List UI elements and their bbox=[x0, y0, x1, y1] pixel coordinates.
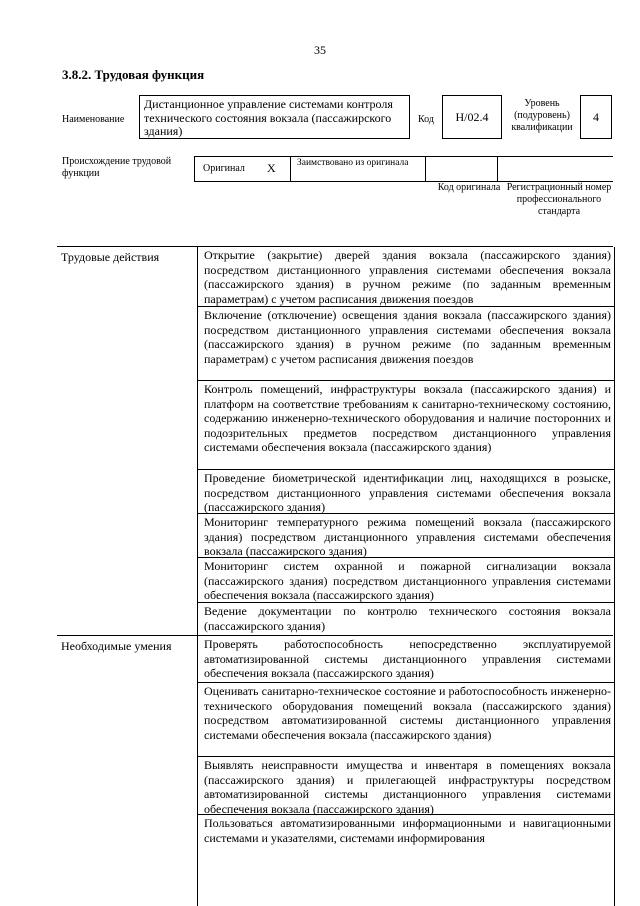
code-value-box: Н/02.4 bbox=[442, 95, 502, 139]
list-item: Оценивать санитарно-техническое состояние и работоспособность инженерно-технического оборудования помещений вокзала (пассажирского здания) посредством автоматизированной системы дистанционного управления системами обеспечения вокзала (пассажирского здания) bbox=[198, 682, 614, 756]
function-table bbox=[57, 246, 613, 905]
list-item: Проведение биометрической идентификации лиц, находящихся в розыске, посредством дистанционного управления системами обеспечения вокзала (пассажирского здания) bbox=[198, 469, 614, 513]
origin-label: Происхождение трудовой функции bbox=[62, 156, 172, 179]
list-item: Проверять работоспособность непосредственно эксплуатируемой автоматизированной системы дистанционного управления системами обеспечения вокзала (пассажирского здания) bbox=[204, 637, 611, 681]
code-original-cell bbox=[426, 157, 498, 181]
labor-actions-label: Трудовые действия bbox=[61, 250, 160, 264]
list-item: Контроль помещений, инфраструктуры вокзала (пассажирского здания) и платформ на соответствие требованиям к санитарно-техническому состоянию, содержанию инженерно-технического оборудования и наличие посторонних и подозрительных предметов посредством дистанционного управления системами обеспечения вокзала (пассажирского здания) bbox=[198, 380, 614, 469]
original-label: Оригинал bbox=[203, 163, 245, 174]
borrowed-label: Заимствовано из оригинала bbox=[291, 157, 426, 181]
list-item: Выявлять неисправности имущества и инвентаря в помещениях вокзала (пассажирского здания) и прилегающей инфраструктуры посредством автоматизированной системы дистанционного управления системами обеспечения вокзала (пассажирского здания) bbox=[198, 756, 614, 814]
original-cell bbox=[195, 157, 291, 181]
section-title: 3.8.2. Трудовая функция bbox=[62, 67, 205, 82]
labor-actions-list bbox=[197, 247, 615, 636]
list-item: Пользоваться автоматизированными информационными и навигационными системами и указателями, системами информирования bbox=[198, 814, 614, 906]
original-mark: X bbox=[267, 161, 276, 175]
list-item: Ведение документации по контролю технического состояния вокзала (пассажирского здания) bbox=[198, 602, 614, 636]
labor-actions-row bbox=[57, 246, 613, 636]
list-item: Открытие (закрытие) дверей здания вокзала (пассажирского здания) посредством дистанционного управления системами обеспечения вокзала (пассажирского здания) в ручном режиме (по заданным временным параметрам) с учетом расписания движения поездов bbox=[204, 248, 611, 306]
list-item: Мониторинг температурного режима помещений вокзала (пассажирского здания) посредством дистанционного управления системами обеспечения вокзала (пассажирского здания) bbox=[198, 513, 614, 557]
list-item: Включение (отключение) освещения здания вокзала (пассажирского здания) посредством дистанционного управления системами обеспечения вокзала (пассажирского здания) в ручном режиме (по заданным временным параметрам) с учетом расписания движения поездов bbox=[198, 306, 614, 380]
reg-number-label: Регистрационный номер профессионального стандарта bbox=[506, 182, 612, 217]
required-skills-list bbox=[197, 636, 615, 906]
qualification-level-label: Уровень (подуровень) квалификации bbox=[511, 98, 573, 133]
name-label: Наименование bbox=[62, 114, 125, 125]
origin-row bbox=[194, 156, 613, 182]
page-number: 35 bbox=[314, 43, 326, 57]
function-name-box: Дистанционное управление системами контроля технического состояния вокзала (пассажирского здания) bbox=[139, 95, 410, 139]
required-skills-row bbox=[57, 635, 613, 906]
code-original-label: Код оригинала bbox=[437, 182, 501, 193]
reg-number-cell bbox=[498, 157, 614, 181]
list-item: Мониторинг систем охранной и пожарной сигнализации вокзала (пассажирского здания) посредством дистанционного управления системами обеспечения вокзала (пассажирского здания) bbox=[198, 557, 614, 602]
code-label: Код bbox=[418, 114, 434, 125]
required-skills-label: Необходимые умения bbox=[61, 639, 172, 653]
qualification-level-box: 4 bbox=[580, 95, 612, 139]
